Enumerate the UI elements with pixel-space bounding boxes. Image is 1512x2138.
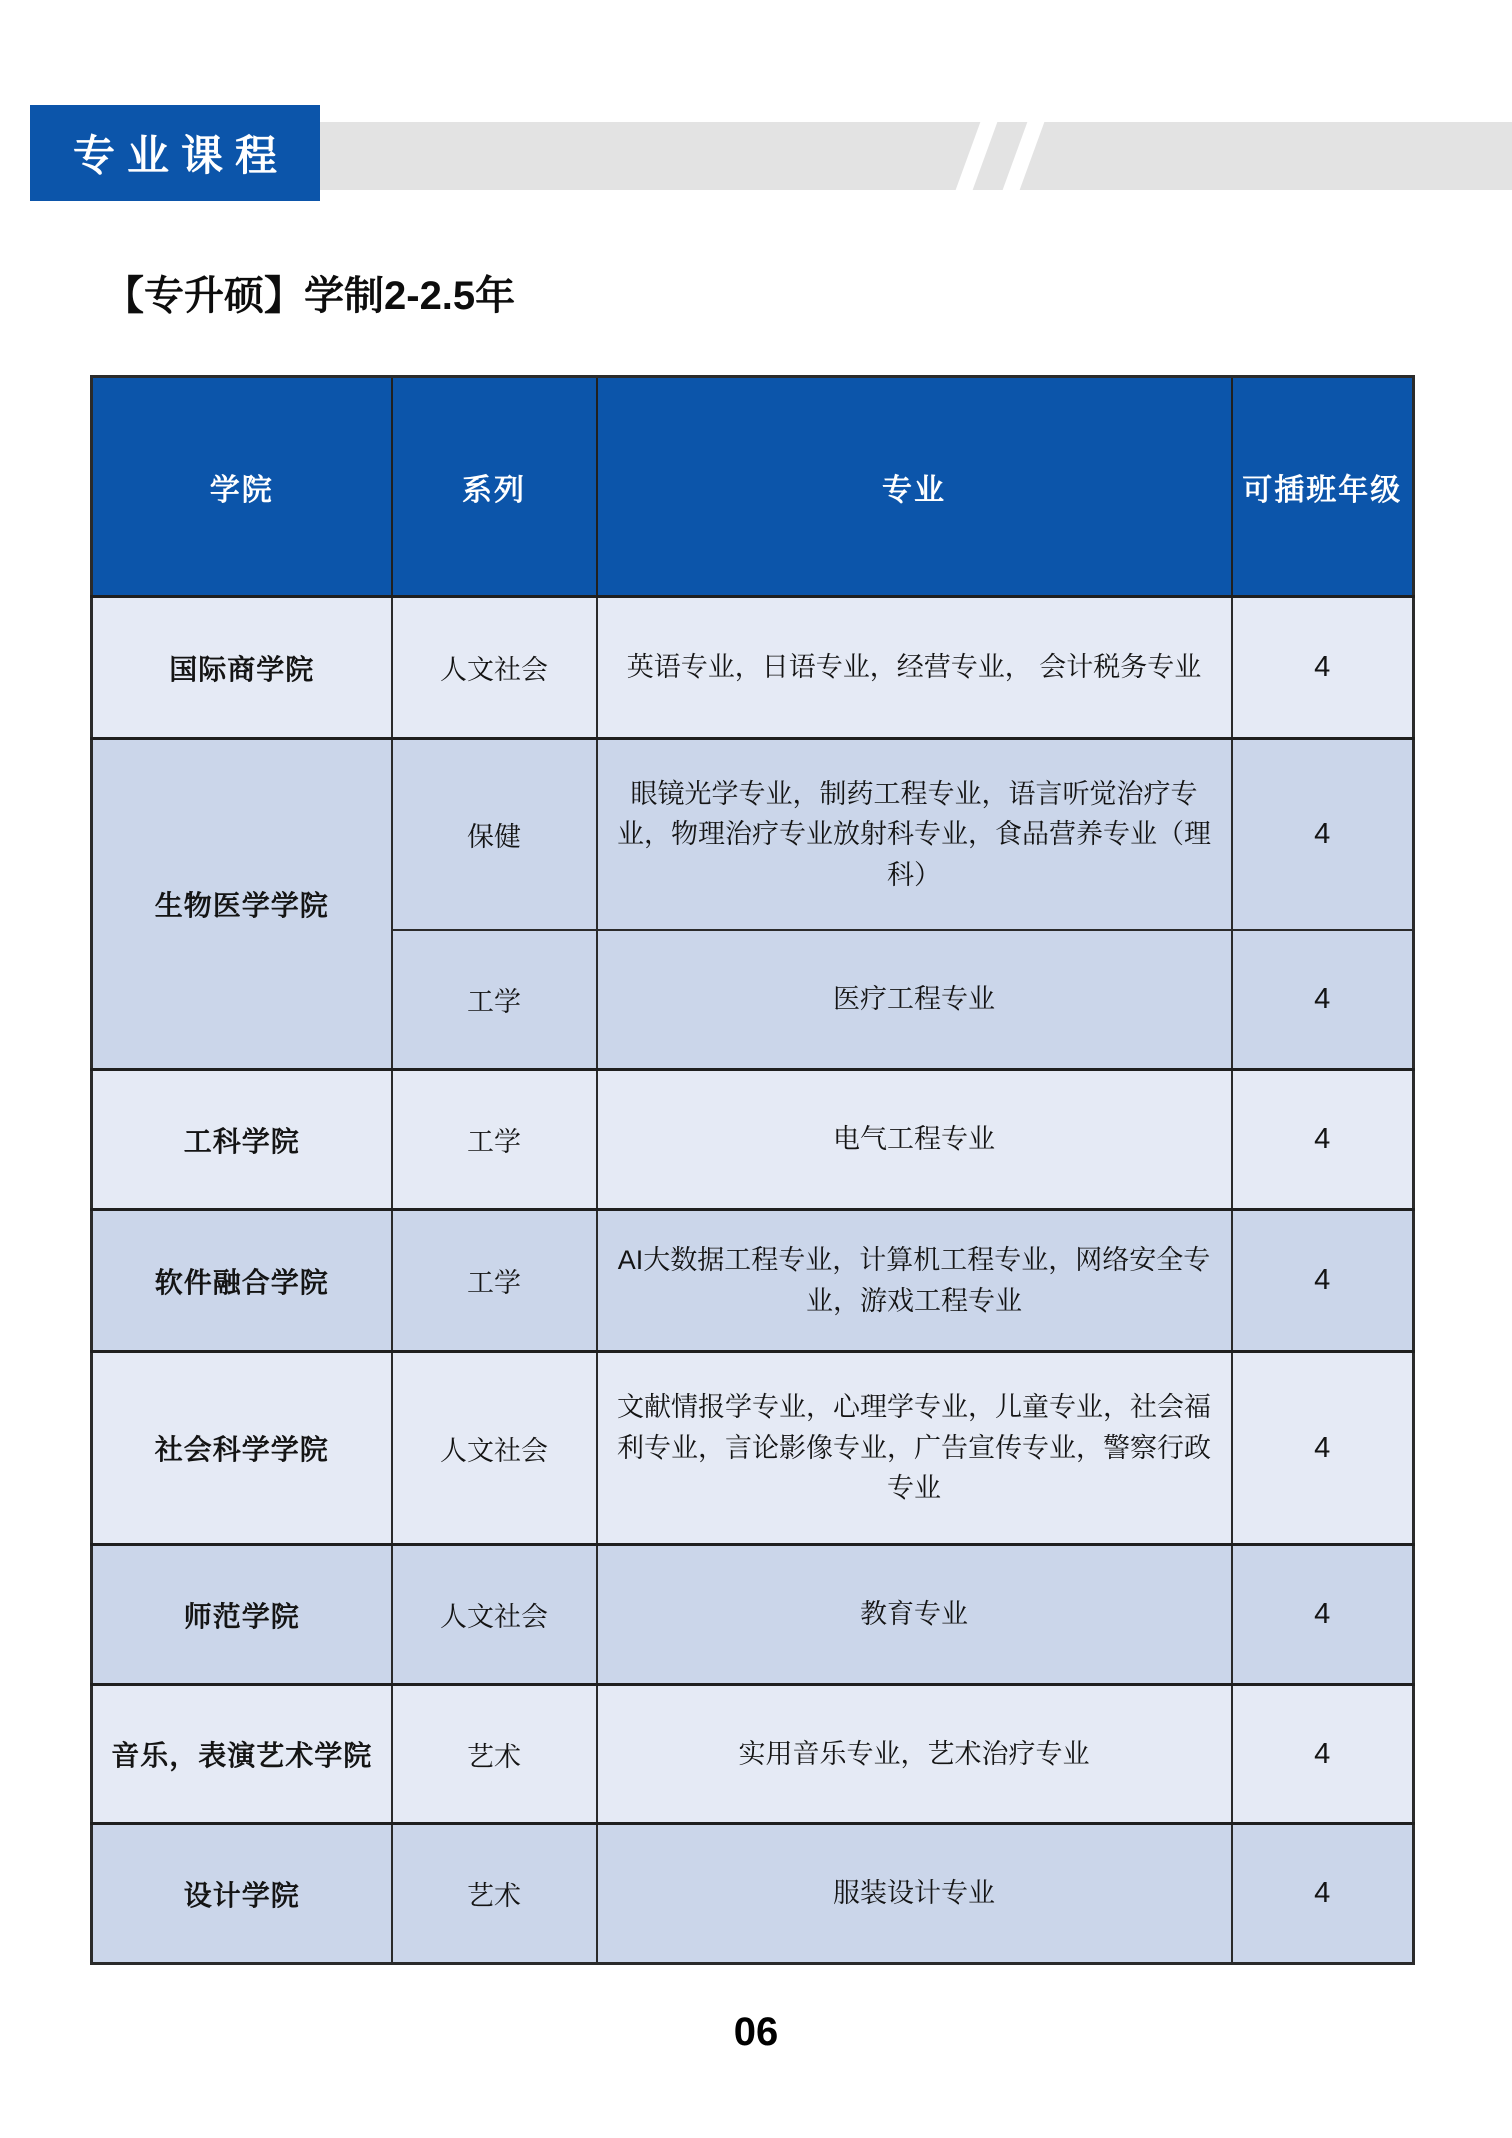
college-cell: 设计学院 — [92, 1824, 392, 1964]
majors-cell: 英语专业，日语专业，经营专业， 会计税务专业 — [597, 597, 1232, 739]
header-college: 学院 — [92, 377, 392, 597]
page-number: 06 — [733, 2010, 779, 2054]
series-cell: 人文社会 — [392, 1545, 597, 1685]
header-grade: 可插班年级 — [1232, 377, 1414, 597]
grade-cell: 4 — [1232, 1545, 1414, 1685]
table-row — [92, 1352, 1414, 1545]
majors-cell: 文献情报学专业，心理学专业，儿童专业，社会福利专业，言论影像专业，广告宣传专业，警察行政专业 — [597, 1352, 1232, 1545]
header-major: 专业 — [597, 377, 1232, 597]
header-banner — [320, 122, 1512, 190]
majors-cell: 实用音乐专业，艺术治疗专业 — [597, 1685, 1232, 1824]
series-cell: 工学 — [392, 930, 597, 1070]
course-table-body — [92, 597, 1414, 1964]
college-cell: 软件融合学院 — [92, 1210, 392, 1352]
grade-cell: 4 — [1232, 1210, 1414, 1352]
majors-cell: 医疗工程专业 — [597, 930, 1232, 1070]
college-cell: 社会科学学院 — [92, 1352, 392, 1545]
majors-cell: 电气工程专业 — [597, 1070, 1232, 1210]
majors-cell: 教育专业 — [597, 1545, 1232, 1685]
table-row — [92, 1685, 1414, 1824]
section-badge: 专业课程 — [30, 105, 320, 201]
header-series: 系列 — [392, 377, 597, 597]
table-row — [92, 1070, 1414, 1210]
table-row — [92, 739, 1414, 930]
college-cell: 生物医学学院 — [92, 739, 392, 1070]
series-cell: 艺术 — [392, 1685, 597, 1824]
banner-slash-icon — [1003, 122, 1045, 190]
course-table — [90, 375, 1415, 1965]
series-cell: 保健 — [392, 739, 597, 930]
majors-cell: 服装设计专业 — [597, 1824, 1232, 1964]
series-cell: 工学 — [392, 1210, 597, 1352]
grade-cell: 4 — [1232, 1352, 1414, 1545]
course-table-header — [92, 377, 1414, 597]
table-row — [92, 1210, 1414, 1352]
college-cell: 师范学院 — [92, 1545, 392, 1685]
table-row — [92, 1545, 1414, 1685]
grade-cell: 4 — [1232, 1070, 1414, 1210]
banner-slash-icon — [956, 122, 998, 190]
header-row — [92, 377, 1414, 597]
college-cell: 音乐，表演艺术学院 — [92, 1685, 392, 1824]
grade-cell: 4 — [1232, 597, 1414, 739]
series-cell: 艺术 — [392, 1824, 597, 1964]
grade-cell: 4 — [1232, 930, 1414, 1070]
page-title: 【专升硕】学制2-2.5年 — [104, 274, 516, 318]
series-cell: 人文社会 — [392, 1352, 597, 1545]
grade-cell: 4 — [1232, 1685, 1414, 1824]
majors-cell: AI大数据工程专业，计算机工程专业，网络安全专业，游戏工程专业 — [597, 1210, 1232, 1352]
series-cell: 人文社会 — [392, 597, 597, 739]
majors-cell: 眼镜光学专业，制药工程专业，语言听觉治疗专业，物理治疗专业放射科专业，食品营养专业（理科） — [597, 739, 1232, 930]
series-cell: 工学 — [392, 1070, 597, 1210]
grade-cell: 4 — [1232, 739, 1414, 930]
college-cell: 工科学院 — [92, 1070, 392, 1210]
grade-cell: 4 — [1232, 1824, 1414, 1964]
table-row — [92, 1824, 1414, 1964]
table-row — [92, 597, 1414, 739]
college-cell: 国际商学院 — [92, 597, 392, 739]
